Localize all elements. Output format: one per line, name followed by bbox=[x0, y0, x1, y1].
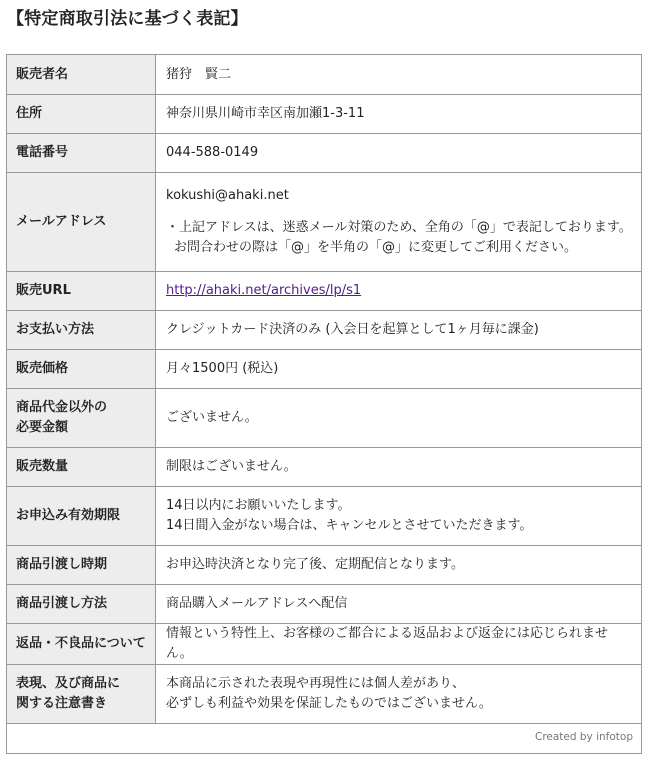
row-label-email: メールアドレス bbox=[7, 173, 156, 272]
row-label-quantity: 販売数量 bbox=[7, 448, 156, 487]
table-row bbox=[7, 585, 642, 624]
table-row bbox=[7, 311, 642, 350]
row-label-delivery-method: 商品引渡し方法 bbox=[7, 585, 156, 624]
row-value-delivery-method: 商品購入メールアドレスへ配信 bbox=[156, 585, 642, 624]
table-row bbox=[7, 95, 642, 134]
table-row bbox=[7, 272, 642, 311]
table-row bbox=[7, 173, 642, 272]
email-note-line-2: お問合わせの際は「@」を半角の「@」に変更してご利用ください。 bbox=[174, 240, 578, 255]
disclaimer-label-line-2: 関する注意書き bbox=[16, 696, 108, 711]
credit-text: Created by infotop bbox=[534, 731, 633, 743]
row-value-email bbox=[156, 173, 642, 272]
disclaimer-line-2: 必ずしも利益や効果を保証したものではございません。 bbox=[166, 696, 492, 711]
table-row bbox=[7, 487, 642, 546]
row-value-price: 月々1500円 (税込) bbox=[156, 350, 642, 389]
row-label-address: 住所 bbox=[7, 95, 156, 134]
row-value-delivery-time: お申込時決済となり完了後、定期配信となります。 bbox=[156, 546, 642, 585]
row-value-payment: クレジットカード決済のみ (入会日を起算として1ヶ月毎に課金) bbox=[156, 311, 642, 350]
table-row bbox=[7, 55, 642, 95]
extra-cost-label-line-1: 商品代金以外の bbox=[16, 400, 108, 415]
row-label-disclaimer bbox=[7, 665, 156, 724]
table-row bbox=[7, 624, 642, 665]
row-label-payment: お支払い方法 bbox=[7, 311, 156, 350]
row-value-url bbox=[156, 272, 642, 311]
row-label-returns: 返品・不良品について bbox=[7, 624, 156, 665]
row-value-deadline bbox=[156, 487, 642, 546]
email-address[interactable]: kokushi@ahaki.net bbox=[166, 188, 289, 203]
legal-notice-table bbox=[6, 54, 642, 724]
row-label-url: 販売URL bbox=[7, 272, 156, 311]
row-value-quantity: 制限はございません。 bbox=[156, 448, 642, 487]
disclaimer-line-1: 本商品に示された表現や再現性には個人差があり、 bbox=[166, 676, 466, 691]
row-label-delivery-time: 商品引渡し時期 bbox=[7, 546, 156, 585]
disclaimer-label-line-1: 表現、及び商品に bbox=[16, 676, 121, 691]
deadline-line-2: 14日間入金がない場合は、キャンセルとさせていただきます。 bbox=[166, 518, 533, 533]
row-value-extra-cost: ございません。 bbox=[156, 389, 642, 448]
row-value-phone: 044-588-0149 bbox=[156, 134, 642, 173]
row-value-disclaimer bbox=[156, 665, 642, 724]
row-value-address: 神奈川県川崎市幸区南加瀬1-3-11 bbox=[156, 95, 642, 134]
row-value-seller: 猪狩 賢二 bbox=[156, 55, 642, 95]
table-row bbox=[7, 389, 642, 448]
table-row bbox=[7, 546, 642, 585]
email-note-line-1: ・上記アドレスは、迷惑メール対策のため、全角の「@」で表記しております。 bbox=[166, 220, 632, 235]
table-row bbox=[7, 134, 642, 173]
row-label-seller: 販売者名 bbox=[7, 55, 156, 95]
table-row bbox=[7, 448, 642, 487]
row-label-phone: 電話番号 bbox=[7, 134, 156, 173]
deadline-line-1: 14日以内にお願いいたします。 bbox=[166, 498, 351, 513]
row-label-price: 販売価格 bbox=[7, 350, 156, 389]
row-label-extra-cost bbox=[7, 389, 156, 448]
page-title: 【特定商取引法に基づく表記】 bbox=[7, 9, 248, 29]
table-row bbox=[7, 350, 642, 389]
row-value-returns: 情報という特性上、お客様のご都合による返品および返金には応じられません。 bbox=[156, 624, 642, 665]
table-row bbox=[7, 665, 642, 724]
row-label-deadline: お申込み有効期限 bbox=[7, 487, 156, 546]
sales-url-link[interactable]: http://ahaki.net/archives/lp/s1 bbox=[166, 283, 362, 298]
extra-cost-label-line-2: 必要金額 bbox=[16, 420, 69, 435]
